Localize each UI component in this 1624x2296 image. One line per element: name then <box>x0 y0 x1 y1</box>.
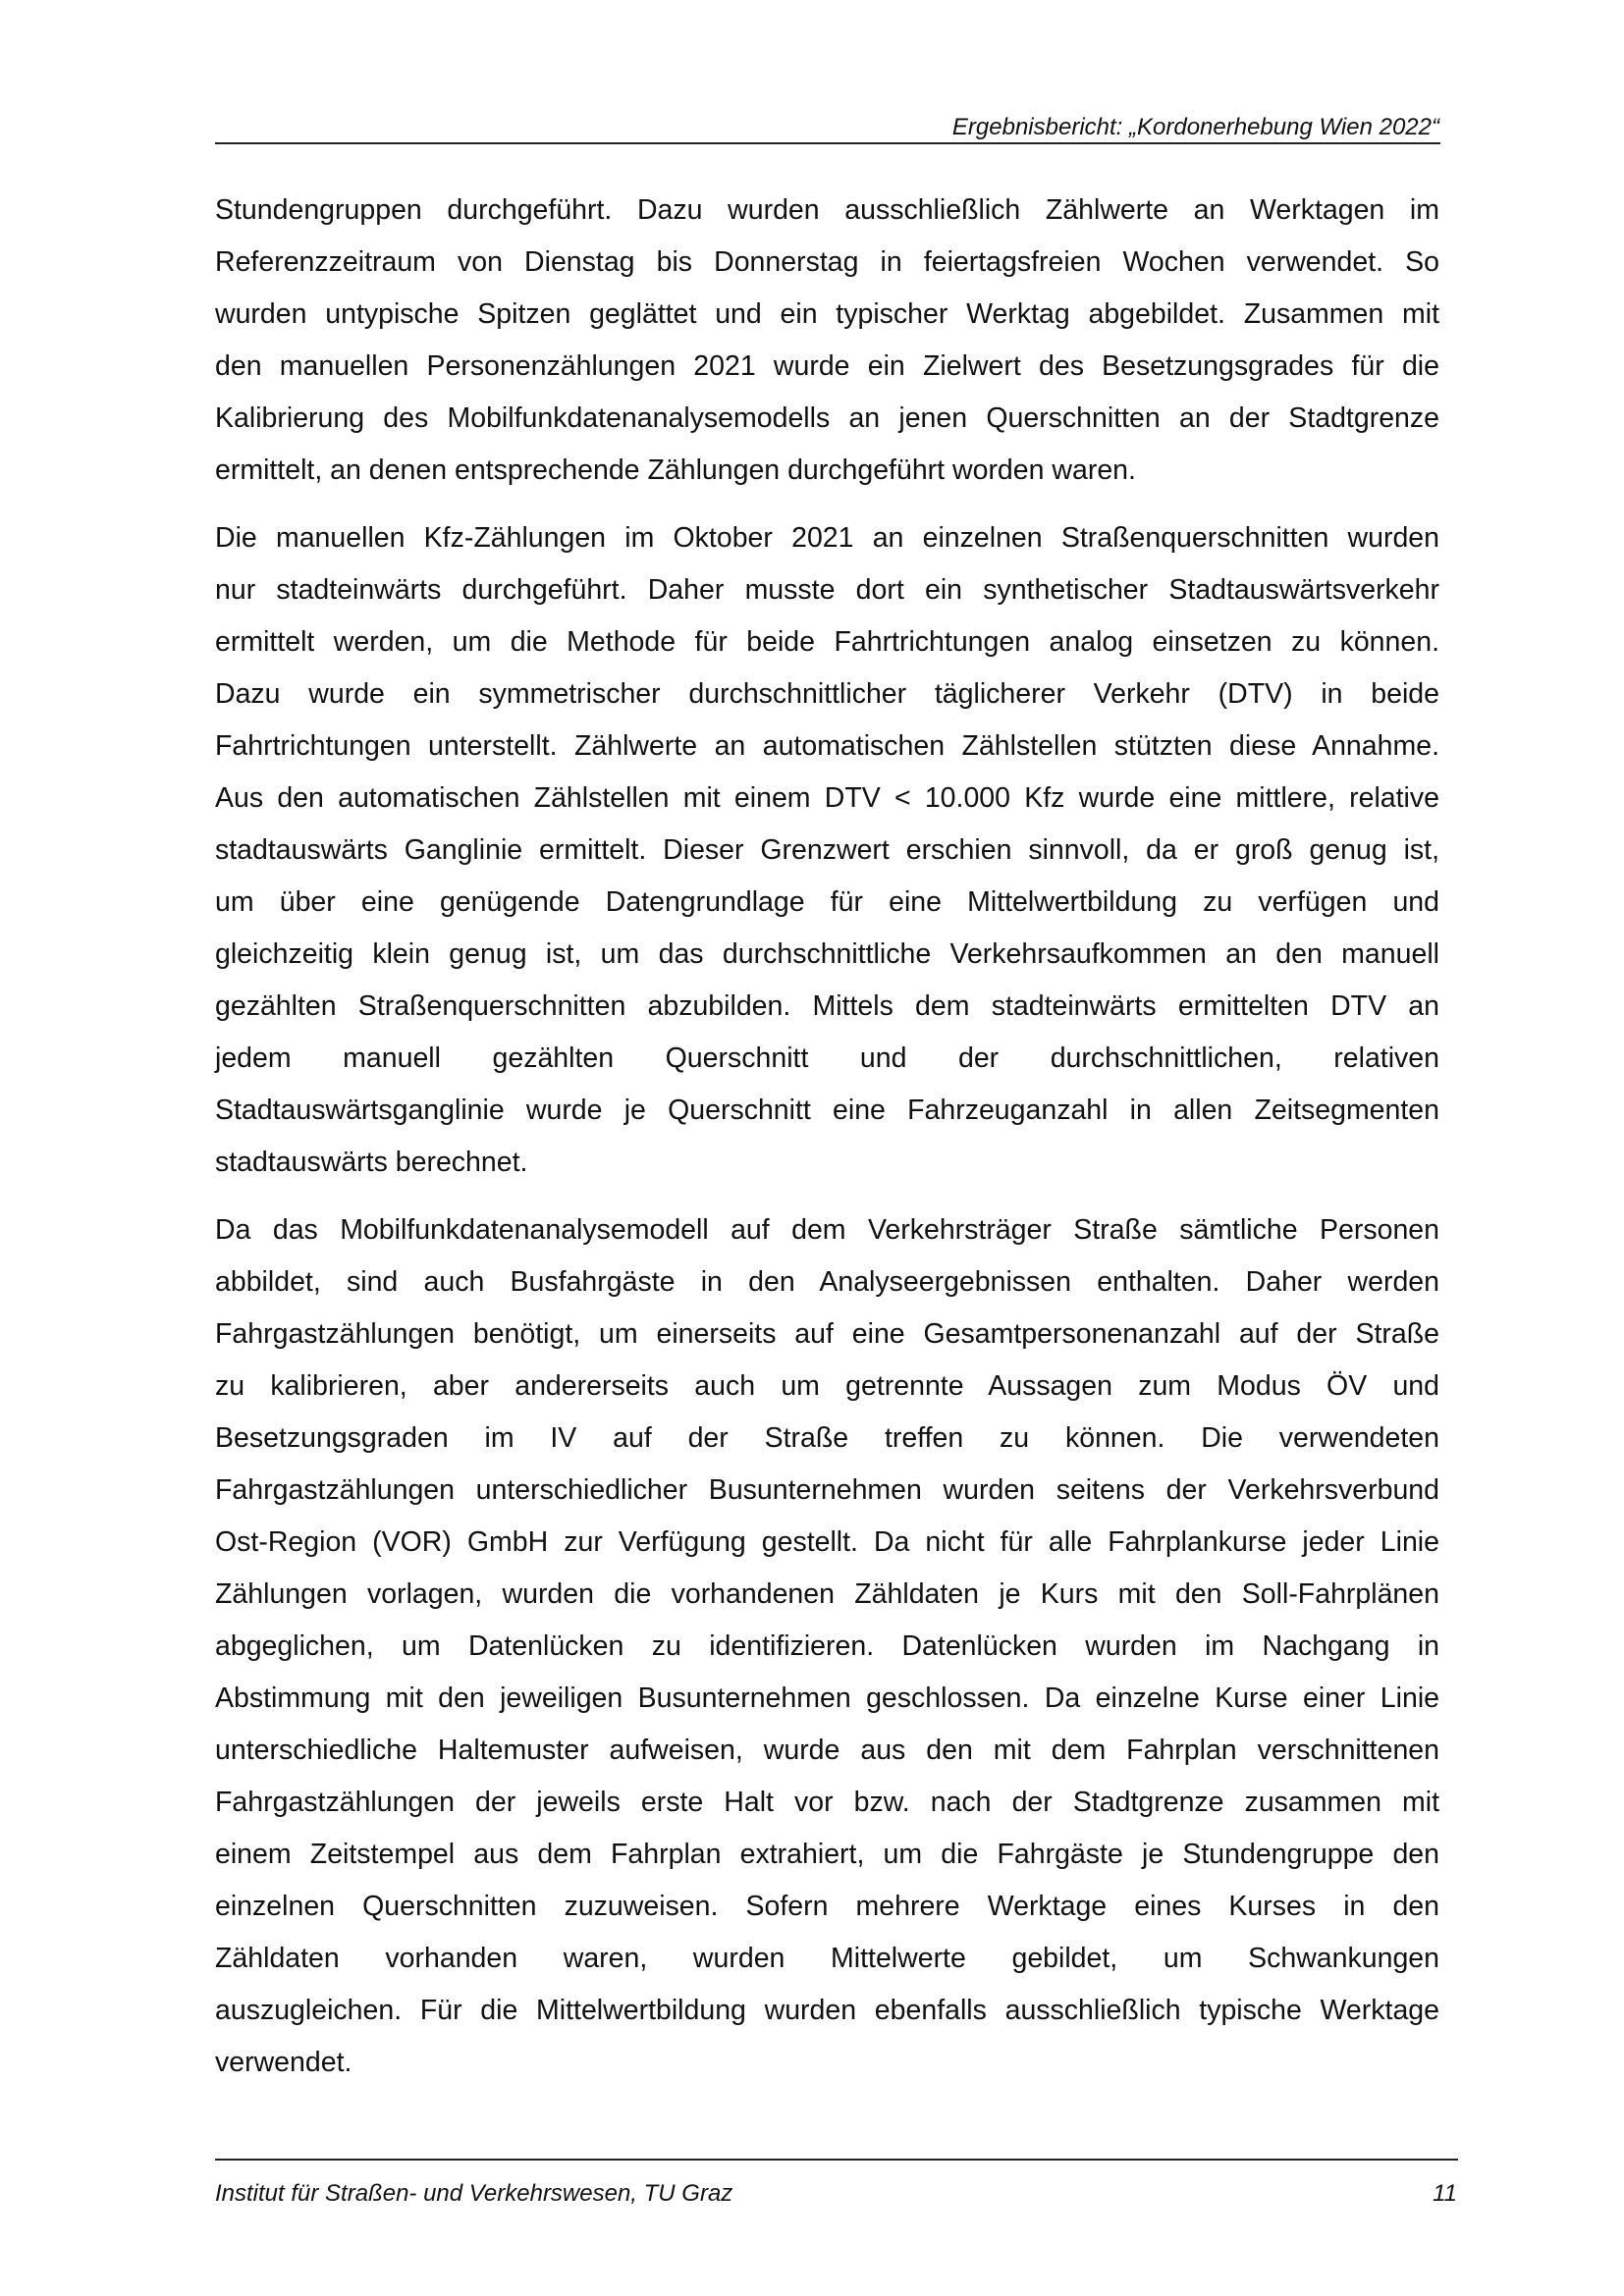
text-line: Die manuellen Kfz-Zählungen im Oktober 2021 an einzelnen Straßenquerschnitten wurden <box>215 522 1439 554</box>
text-line: abgeglichen, um Datenlücken zu identifizieren. Datenlücken wurden im Nachgang in <box>215 1630 1439 1662</box>
paragraph <box>215 1204 1439 2089</box>
text-line: gezählten Straßenquerschnitten abzubilden. Mittels dem stadteinwärts ermittelten DTV an <box>215 990 1439 1022</box>
text-line: Zählungen vorlagen, wurden die vorhandenen Zähldaten je Kurs mit den Soll-Fahrplänen <box>215 1578 1439 1610</box>
text-line: unterschiedliche Haltemuster aufweisen, wurde aus den mit dem Fahrplan verschnittenen <box>215 1735 1439 1766</box>
text-line: Fahrgastzählungen benötigt, um einerseits auf eine Gesamtpersonenanzahl auf der Straße <box>215 1318 1439 1350</box>
paragraph <box>215 185 1439 497</box>
text-line: Fahrgastzählungen unterschiedlicher Busunternehmen wurden seitens der Verkehrsverbund <box>215 1474 1439 1506</box>
text-line: Fahrgastzählungen der jeweils erste Halt vor bzw. nach der Stadtgrenze zusammen mit <box>215 1787 1439 1818</box>
text-line: Da das Mobilfunkdatenanalysemodell auf dem Verkehrsträger Straße sämtliche Personen <box>215 1214 1439 1246</box>
text-line: zu kalibrieren, aber andererseits auch um getrennte Aussagen zum Modus ÖV und <box>215 1370 1439 1402</box>
text-line: auszugleichen. Für die Mittelwertbildung wurden ebenfalls ausschließlich typische Werktage <box>215 1995 1439 2026</box>
text-line: Abstimmung mit den jeweiligen Busunternehmen geschlossen. Da einzelne Kurse einer Linie <box>215 1682 1439 1714</box>
text-line: einem Zeitstempel aus dem Fahrplan extrahiert, um die Fahrgäste je Stundengruppe den <box>215 1839 1439 1870</box>
text-line: um über eine genügende Datengrundlage für eine Mittelwertbildung zu verfügen und <box>215 886 1439 918</box>
paragraph <box>215 512 1439 1189</box>
text-line: stadtauswärts berechnet. <box>215 1147 528 1178</box>
text-line: Zähldaten vorhanden waren, wurden Mittelwerte gebildet, um Schwankungen <box>215 1943 1439 1974</box>
text-line: Aus den automatischen Zählstellen mit einem DTV < 10.000 Kfz wurde eine mittlere, relative <box>215 782 1439 814</box>
text-line: wurden untypische Spitzen geglättet und ein typischer Werktag abgebildet. Zusammen mit <box>215 298 1439 330</box>
footer-institution: Institut für Straßen- und Verkehrswesen, TU Graz <box>215 2180 733 2207</box>
footer-divider <box>215 2159 1458 2161</box>
text-line: Besetzungsgraden im IV auf der Straße treffen zu können. Die verwendeten <box>215 1422 1439 1454</box>
text-line: Fahrtrichtungen unterstellt. Zählwerte an automatischen Zählstellen stützten diese Annahme. <box>215 730 1439 762</box>
text-line: nur stadteinwärts durchgeführt. Daher musste dort ein synthetischer Stadtauswärtsverkehr <box>215 574 1439 606</box>
text-line: gleichzeitig klein genug ist, um das durchschnittliche Verkehrsaufkommen an den manuell <box>215 938 1439 970</box>
text-line: ermittelt, an denen entsprechende Zählungen durchgeführt worden waren. <box>215 454 1136 486</box>
text-line: abbildet, sind auch Busfahrgäste in den Analyseergebnissen enthalten. Daher werden <box>215 1266 1439 1298</box>
text-line: einzelnen Querschnitten zuzuweisen. Sofern mehrere Werktage eines Kurses in den <box>215 1891 1439 1922</box>
text-line: ermittelt werden, um die Methode für beide Fahrtrichtungen analog einsetzen zu können. <box>215 626 1439 658</box>
text-line: jedem manuell gezählten Querschnitt und der durchschnittlichen, relativen <box>215 1042 1439 1074</box>
text-line: Dazu wurde ein symmetrischer durchschnittlicher täglicherer Verkehr (DTV) in beide <box>215 678 1439 710</box>
text-line: Stadtauswärtsganglinie wurde je Querschnitt eine Fahrzeuganzahl in allen Zeitsegmenten <box>215 1095 1439 1126</box>
text-line: Kalibrierung des Mobilfunkdatenanalysemodells an jenen Querschnitten an der Stadtgrenze <box>215 402 1439 434</box>
text-line: Ost-Region (VOR) GmbH zur Verfügung gestellt. Da nicht für alle Fahrplankurse jeder Linie <box>215 1526 1439 1558</box>
page-number: 11 <box>1433 2180 1457 2207</box>
text-line: Referenzzeitraum von Dienstag bis Donnerstag in feiertagsfreien Wochen verwendet. So <box>215 246 1439 278</box>
body-text <box>215 185 1439 2105</box>
running-header-title: Ergebnisbericht: „Kordonerhebung Wien 2022“ <box>951 114 1439 140</box>
text-line: den manuellen Personenzählungen 2021 wurde ein Zielwert des Besetzungsgrades für die <box>215 350 1439 382</box>
header-divider <box>215 142 1440 144</box>
text-line: stadtauswärts Ganglinie ermittelt. Dieser Grenzwert erschien sinnvoll, da er groß genug ist, <box>215 834 1439 866</box>
text-line: verwendet. <box>215 2047 352 2078</box>
text-line: Stundengruppen durchgeführt. Dazu wurden ausschließlich Zählwerte an Werktagen im <box>215 194 1439 226</box>
